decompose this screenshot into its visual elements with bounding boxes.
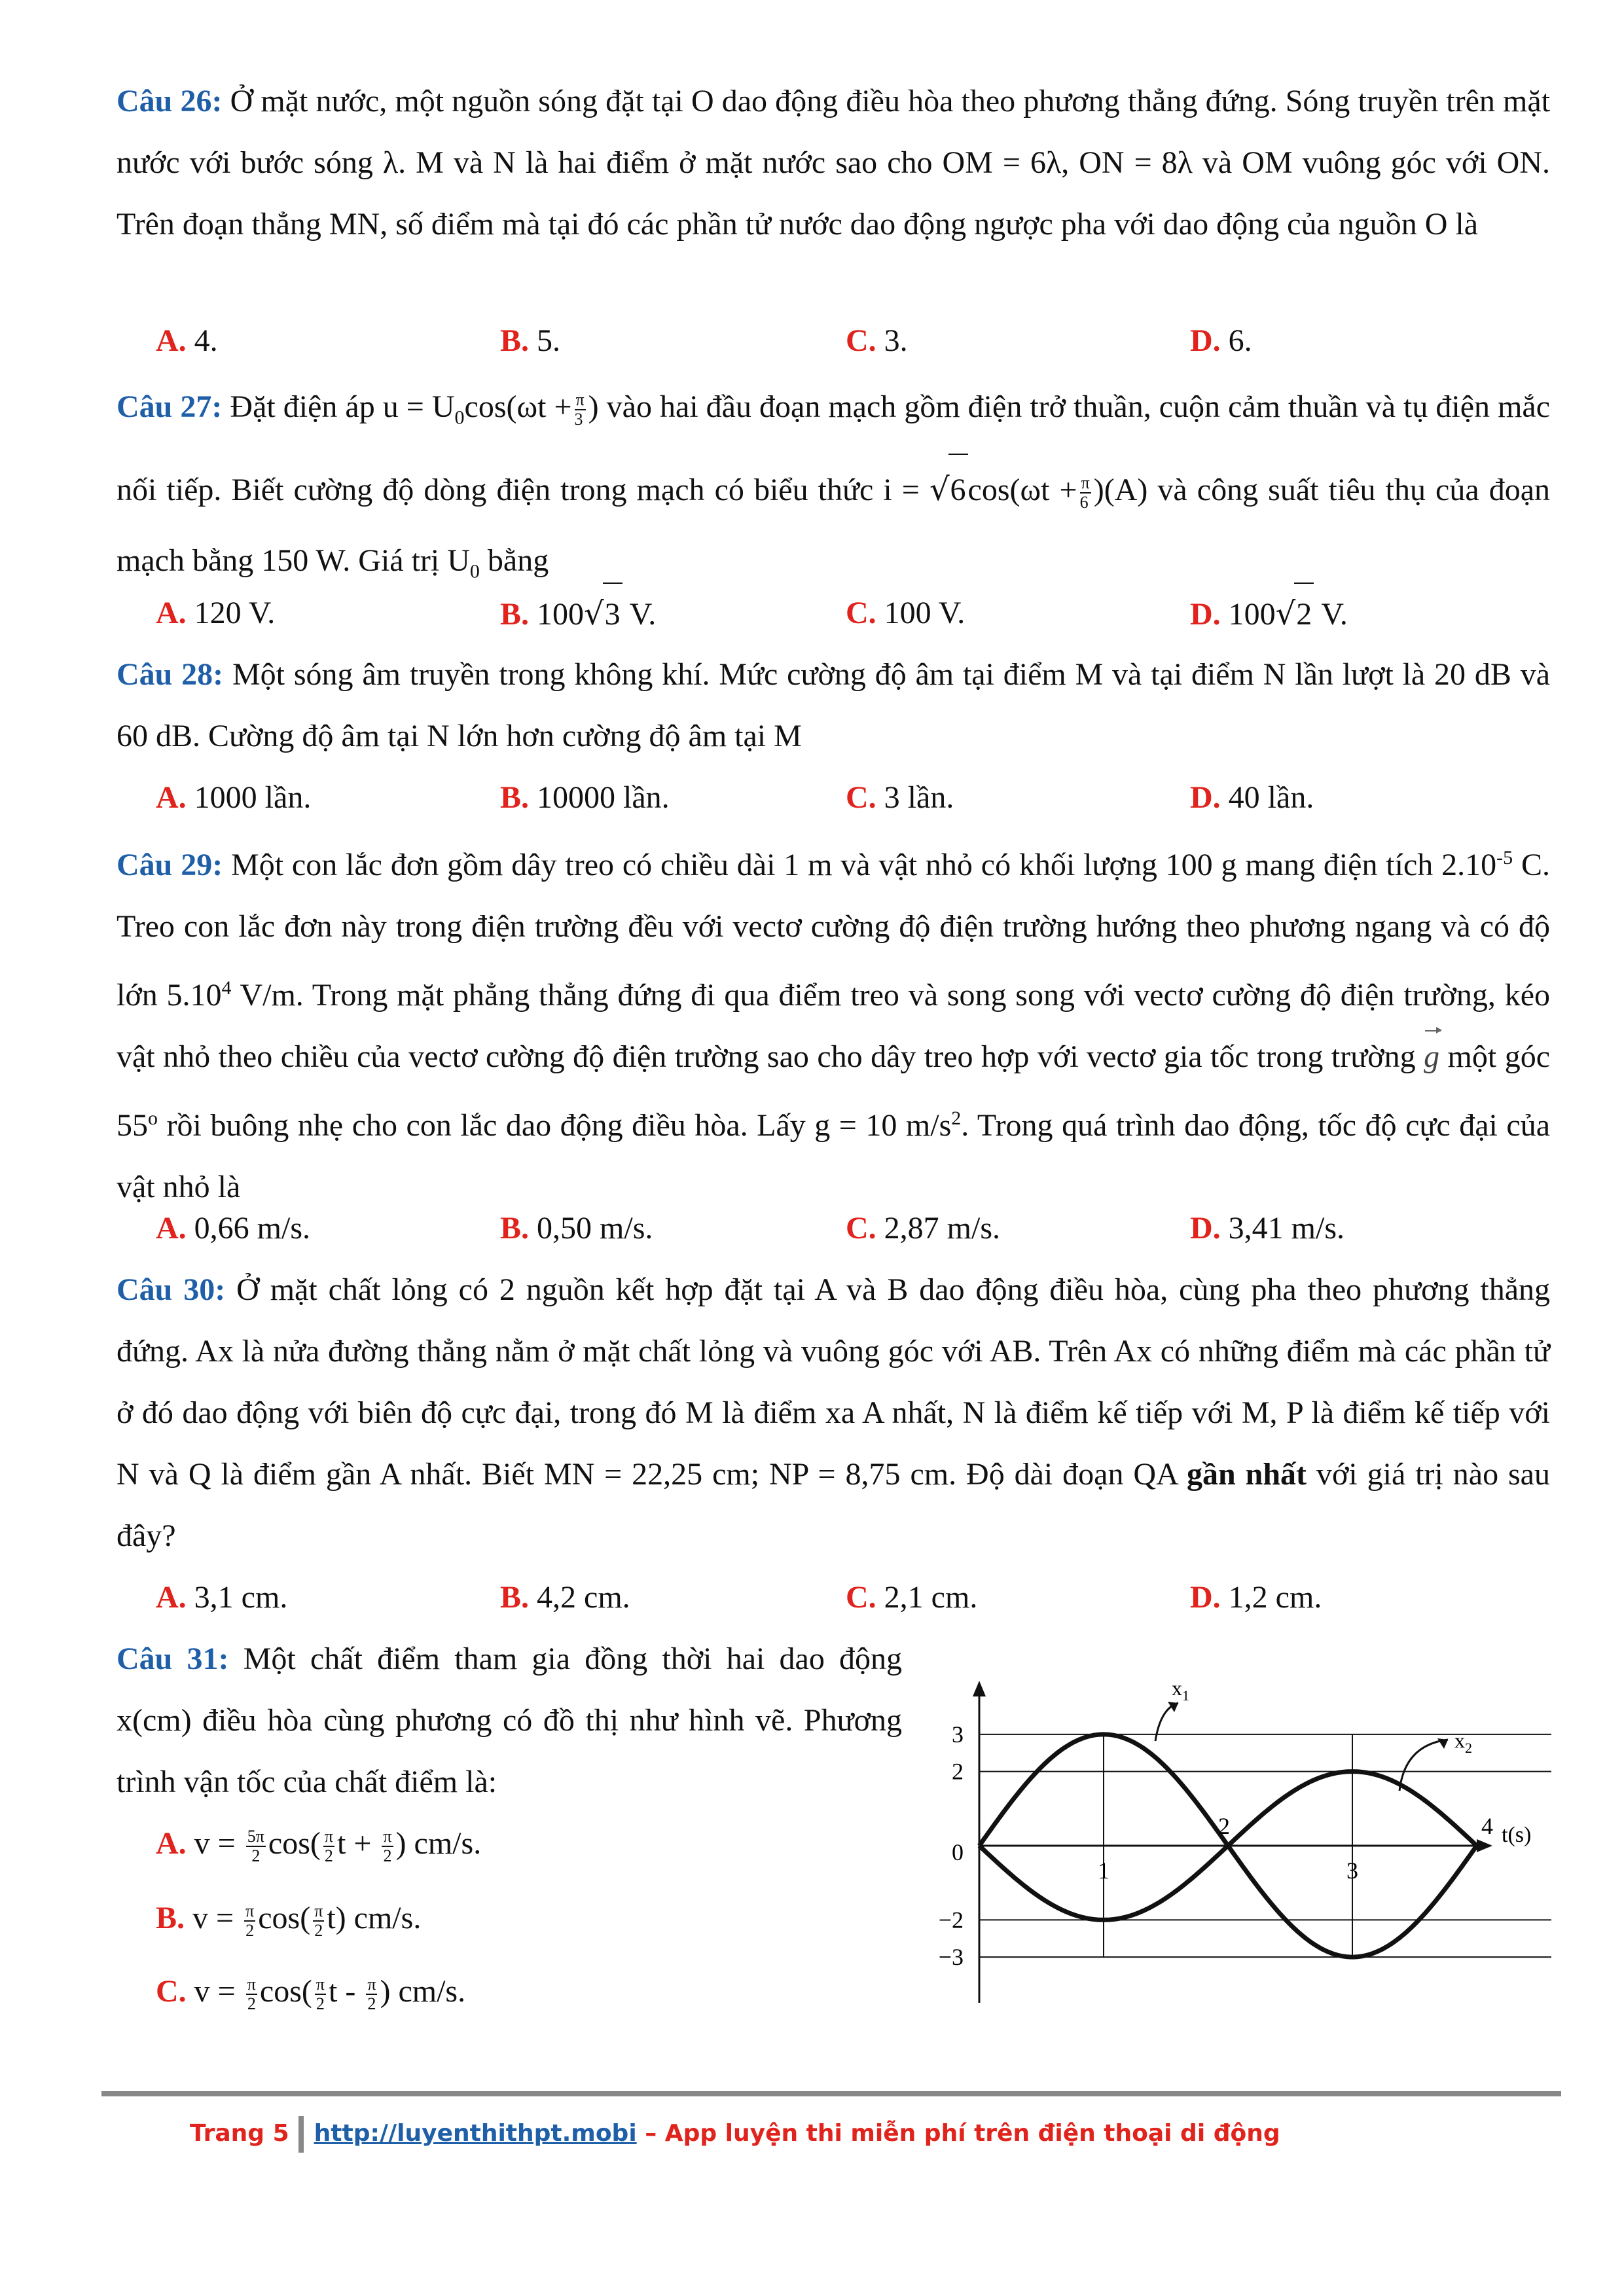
question-31	[117, 1628, 902, 1813]
footer-rule	[101, 2091, 1561, 2096]
footer-text	[190, 2116, 1280, 2153]
question-27: Câu 27: Đặt điện áp $u = U_0\cos(\omega t$ + $\frac{\pi}{3}$ ) vào hai đầu đoạn mạch gồm điện trở thuần, cuộn cảm thuần và tụ điện mắc nối tiếp. Biết cường độ dòng điện trong mạch có biểu thức i = √6cos(ωt + $\frac{\pi}{6}$ )(A) và công suất tiêu thụ của đoạn mạch bằng 150 W. Giá trị $U_0$ bằng	[117, 389, 1551, 583]
option-d[interactable]: D. 6.	[1190, 323, 1252, 358]
options-27	[117, 583, 1550, 644]
option-a[interactable]: A. 1000 lần.	[156, 780, 312, 815]
page-number: Trang 5	[190, 2120, 289, 2147]
option-b[interactable]: B. 5.	[500, 323, 561, 358]
question-label: Câu 28:	[117, 657, 224, 692]
y-tick-label: −2	[938, 1907, 964, 1933]
x-axis-arrow	[1477, 1839, 1492, 1852]
y-tick-label: 2	[952, 1758, 964, 1785]
y-tick-label: −3	[938, 1944, 964, 1971]
option-d[interactable]: D. 40 lần.	[1190, 780, 1314, 815]
question-29: Câu 29: Một con lắc đơn gồm dây treo có chiều dài 1 m và vật nhỏ có khối lượng 100 g mang điện tích $2.10^{-5}$ C. Treo con lắc đơn này trong điện trường đều với vectơ cường độ điện trường hướng theo phương ngang và có độ lớn 5.10$^4$ V/m. Trong mặt phẳng thẳng đứng đi qua điểm treo và song song với vectơ cường độ điện trường, kéo vật nhỏ theo chiều của vectơ cường độ điện trường sao cho dây treo hợp với vectơ gia tốc trong trường g một góc 55$^o$ rồi buông nhẹ cho con lắc dao động điều hòa. Lấy g = 10 $m/s^2$. Trong quá trình dao động, tốc độ cực đại của vật nhỏ là	[117, 847, 1551, 1204]
option-b[interactable]: B. v = $\frac{\pi}{2}$ cos( $\frac{\pi}{2}$ t) cm/s.	[156, 1901, 422, 1940]
x-tick-label: 3	[1346, 1857, 1358, 1884]
option-a[interactable]: A. 120 V.	[156, 596, 276, 630]
option-b[interactable]: B. 10000 lần.	[500, 780, 670, 815]
vector-g: g	[1424, 1026, 1439, 1088]
question-30: Câu 30: Ở mặt chất lỏng có 2 nguồn kết hợp đặt tại A và B dao động điều hòa, cùng pha theo phương thẳng đứng. Ax là nửa đường thẳng nằm ở mặt chất lỏng và vuông góc với AB. Trên Ax có những điểm mà các phần tử ở đó dao động với biên độ cực đại, trong đó M là điểm xa A nhất, N là điểm kế tiếp với M, P là điểm kế tiếp với N và Q là điểm gần A nhất. Biết MN = 22,25 cm; NP = 8,75 cm. Độ dài đoạn QA gần nhất với giá trị nào sau đây?	[117, 1272, 1551, 1553]
oscillation-graph	[897, 1662, 1551, 2029]
question-label: Câu 31:	[117, 1641, 229, 1676]
question-text: Một chất điểm tham gia đồng thời hai dao động x(cm) điều hòa cùng phương có đồ thị như hình vẽ. Phương trình vận tốc của chất điểm là:	[117, 1641, 903, 1799]
option-d[interactable]: D. 1,2 cm.	[1190, 1580, 1322, 1615]
x-tick-label: 1	[1098, 1857, 1110, 1884]
question-26	[117, 71, 1550, 255]
options-30	[117, 1567, 1550, 1628]
x-axis-label: t(s)	[1502, 1823, 1532, 1847]
question-label: Câu 30:	[117, 1272, 226, 1307]
option-b[interactable]: B. 0,50 m/s.	[500, 1211, 653, 1246]
option-c[interactable]: C. 3 lần.	[846, 780, 954, 815]
fraction-pi-6: $\frac{\pi}{6}$	[1079, 473, 1090, 512]
series-2-label: $x_2$	[1454, 1729, 1472, 1756]
y-tick-label: 3	[952, 1721, 964, 1748]
question-label: Câu 29:	[117, 848, 223, 882]
footer-tagline: – App luyện thi miễn phí trên điện thoại di động	[636, 2120, 1280, 2147]
x-tick-label: 2	[1218, 1813, 1230, 1839]
options-28	[117, 767, 1550, 829]
option-b[interactable]: B. 4,2 cm.	[500, 1580, 630, 1615]
option-d[interactable]: D. 3,41 m/s.	[1190, 1211, 1345, 1246]
option-a[interactable]: A. 4.	[156, 323, 218, 358]
option-a[interactable]: A. v = $\frac{5\pi}{2}$ cos( $\frac{\pi}{2}$ t + $\frac{\pi}{2}$ ) cm/s.	[156, 1826, 482, 1865]
option-a[interactable]: A. 3,1 cm.	[156, 1580, 288, 1615]
site-link[interactable]: http://luyenthithpt.mobi	[314, 2120, 637, 2147]
x-tick-label: 4	[1481, 1813, 1493, 1839]
option-a[interactable]: A. 0,66 m/s.	[156, 1211, 311, 1246]
option-c[interactable]: C. 3.	[846, 323, 908, 358]
series-2-leader	[1399, 1740, 1448, 1791]
option-d[interactable]: D. 100√2 V.	[1190, 583, 1348, 645]
option-c[interactable]: C. 2,87 m/s.	[846, 1211, 1001, 1246]
fraction-pi-3: $\frac{\pi}{3}$	[574, 389, 585, 429]
option-c[interactable]: C. 2,1 cm.	[846, 1580, 978, 1615]
question-text: Một sóng âm truyền trong không khí. Mức cường độ âm tại điểm M và tại điểm N lần lượt là 20 dB và 60 dB. Cường độ âm tại N lớn hơn cường độ âm tại M	[117, 657, 1551, 753]
option-b[interactable]: B. 100√3 V.	[500, 583, 656, 645]
question-28	[117, 644, 1550, 767]
series-1-label: $x_1$	[1172, 1676, 1189, 1704]
option-c[interactable]: C. 100 V.	[846, 596, 965, 630]
question-text: Ở mặt nước, một nguồn sóng đặt tại O dao động điều hòa theo phương thẳng đứng. Sóng truyền trên mặt nước với bước sóng λ. M và N là hai điểm ở mặt nước sao cho OM = 6λ, ON = 8λ và OM vuông góc với ON. Trên đoạn thẳng MN, số điểm mà tại đó các phần tử nước dao động ngược pha với dao động của nguồn O là	[117, 84, 1551, 242]
series-2-leader-arrow	[1437, 1738, 1448, 1749]
options-26	[117, 310, 1550, 372]
question-label: Câu 26:	[117, 84, 223, 118]
graph-labels	[939, 1676, 1532, 1970]
y-tick-label: 0	[952, 1839, 964, 1865]
question-label: Câu 27:	[117, 389, 223, 424]
sqrt-symbol: √	[929, 471, 950, 508]
page-footer	[101, 2091, 1561, 2147]
options-29	[117, 1198, 1550, 1259]
y-axis-arrow	[973, 1681, 986, 1696]
footer-separator	[298, 2116, 304, 2153]
option-c[interactable]: C. v = $\frac{\pi}{2}$ cos( $\frac{\pi}{2}$ t - $\frac{\pi}{2}$ ) cm/s.	[156, 1974, 466, 2013]
